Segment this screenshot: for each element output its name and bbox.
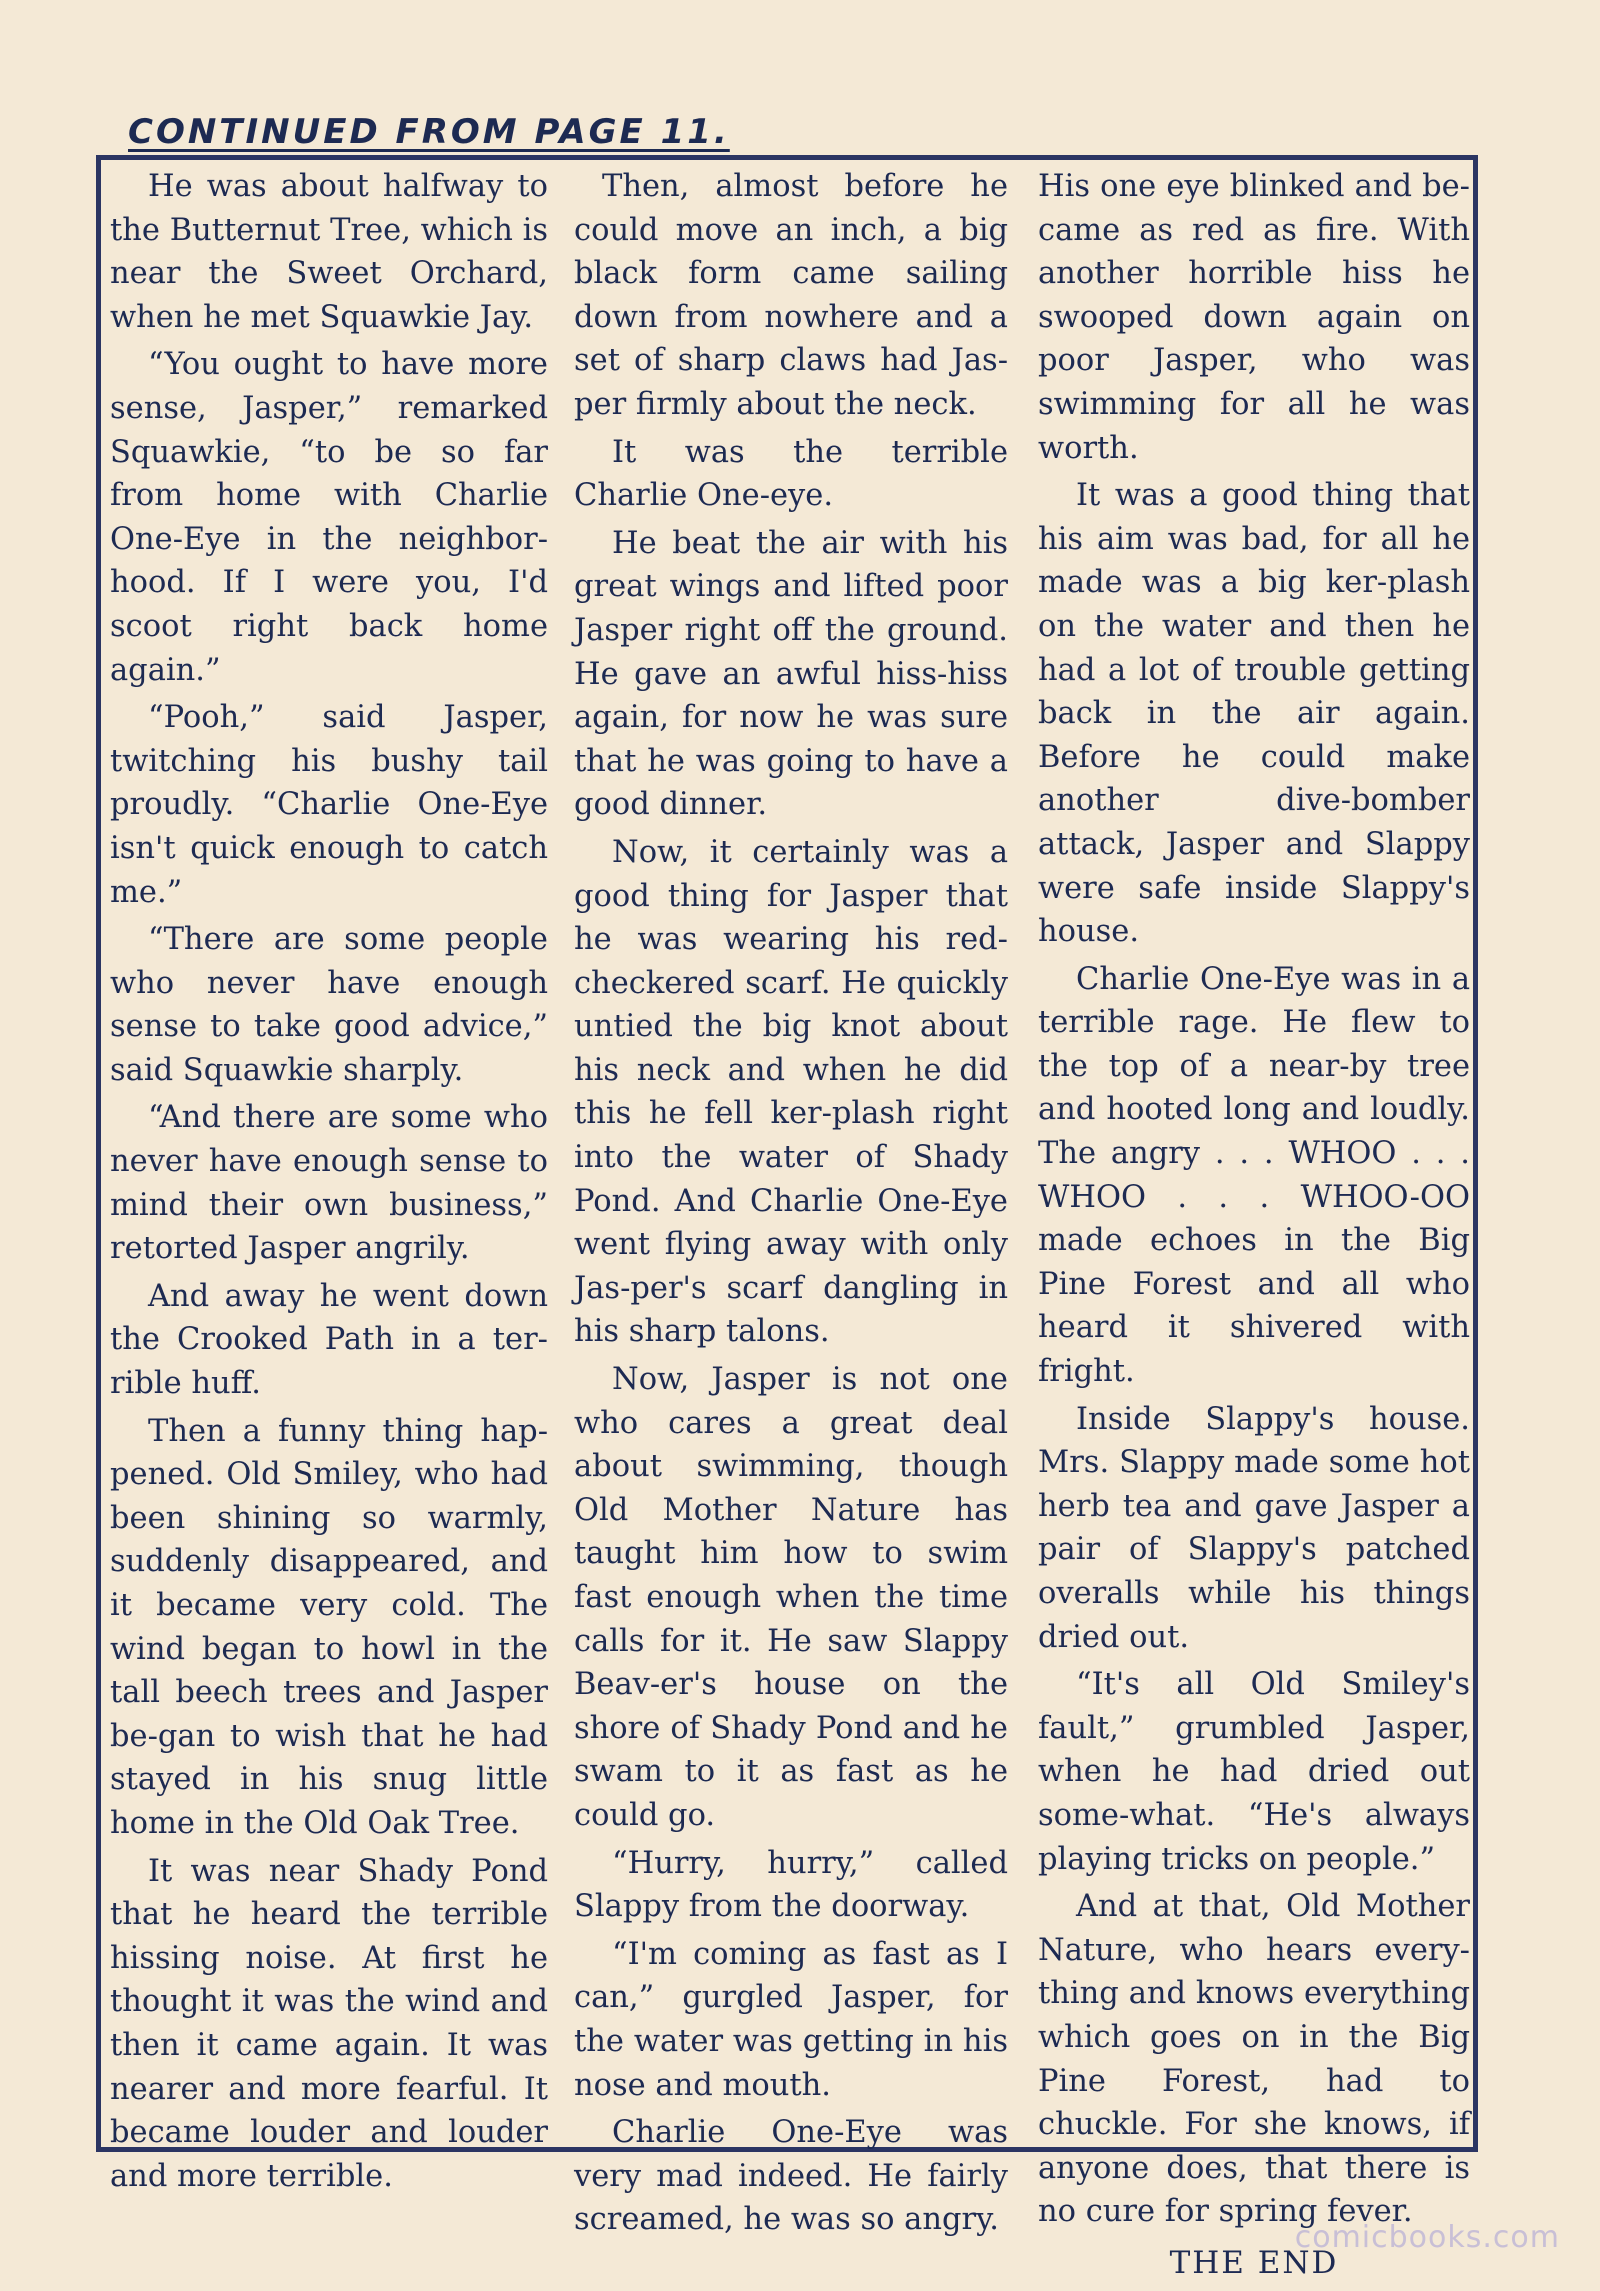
paragraph: It was a good thing that his aim was bad, for all he made was a big ker-plash on the water and then he had a lot of trouble getting back in the air again. Before he could make another dive-bomber attack, Jasper and Slappy were safe inside Slappy's house.	[1038, 478, 1470, 950]
paragraph: Then a funny thing hap-pened. Old Smiley, who had been shining so warmly, suddenly disappeared, and it became very cold. The wind began to howl in the tall beech trees and Jasper be-gan to wish that he had stayed in his snug little home in the Old Oak Tree.	[110, 1413, 548, 1841]
paragraph: “Hurry, hurry,” called Slappy from the doorway.	[574, 1845, 1008, 1925]
column-2	[574, 165, 1008, 2238]
the-end: THE END	[1169, 2244, 1339, 2281]
column-1	[110, 165, 548, 2194]
paragraph: “I'm coming as fast as I can,” gurgled Jasper, for the water was getting in his nose and mouth.	[574, 1936, 1008, 2103]
paragraph: “There are some people who never have enough sense to take good advice,” said Squawkie sharply.	[110, 922, 548, 1088]
paragraph: Now, Jasper is not one who cares a great deal about swimming, though Old Mother Nature has taught him how to swim fast enough when the time calls for it. He saw Slappy Beav-er's house on the shore of Shady Pond and he swam to it as fast as he could go.	[574, 1362, 1008, 1833]
paragraph: Now, it certainly was a good thing for Jasper that he was wearing his red-checkered scarf. He quickly untied the big knot about his neck and when he did this he fell ker-plash right into the water of Shady Pond. And Charlie One-Eye went flying away with only Jas-per's scarf dangling in his sharp talons.	[574, 834, 1008, 1350]
paragraph: And away he went down the Crooked Path in a ter-rible huff.	[110, 1278, 548, 1402]
paragraph: He beat the air with his great wings and lifted poor Jasper right off the ground. He gave an awful hiss-hiss again, for now he was sure that he was going to have a good dinner.	[574, 525, 1008, 823]
paragraph: Charlie One-Eye was in a terrible rage. He flew to the top of a near-by tree and hooted long and loudly. The angry . . . WHOO . . . WHOO . . . WHOO-OO made echoes in the Big Pine Forest and all who heard it shivered with fright.	[1038, 961, 1470, 1390]
paragraph: And at that, Old Mother Nature, who hears every-thing and knows everything which goes on in the Big Pine Forest, had to chuckle. For she knows, if anyone does, that there is no cure for spring fever.	[1038, 1889, 1470, 2230]
paragraph: It was near Shady Pond that he heard the terrible hissing noise. At first he thought it was the wind and then it came again. It was nearer and more fearful. It became louder and louder and more terrible.	[110, 1853, 548, 2194]
paragraph: “It's all Old Smiley's fault,” grumbled Jasper, when he had dried out some-what. “He's always playing tricks on people.”	[1038, 1667, 1470, 1877]
paragraph: His one eye blinked and be-came as red as fire. With another horrible hiss he swooped down again on poor Jasper, who was swimming for all he was worth.	[1038, 169, 1470, 466]
paragraph: Then, almost before he could move an inch, a big black form came sailing down from nowhere and a set of sharp claws had Jas-per firmly about the neck.	[574, 169, 1008, 422]
continued-header: CONTINUED FROM PAGE 11.	[128, 112, 730, 152]
paragraph: Charlie One-Eye was very mad indeed. He fairly screamed, he was so angry.	[574, 2115, 1008, 2238]
site-watermark: comicbooks.com	[1294, 2220, 1560, 2255]
paragraph: “You ought to have more sense, Jasper,” remarked Squawkie, “to be so far from home with Charlie One-Eye in the neighbor-hood. If I were you, I'd scoot right back home again.”	[110, 347, 548, 688]
paragraph: “And there are some who never have enough sense to mind their own business,” retorted Jasper angrily.	[110, 1100, 548, 1267]
paragraph: It was the terrible Charlie One-eye.	[574, 434, 1008, 514]
paragraph: “Pooh,” said Jasper, twitching his bushy tail proudly. “Charlie One-Eye isn't quick enough to catch me.”	[110, 700, 548, 910]
paragraph: Inside Slappy's house. Mrs. Slappy made some hot herb tea and gave Jasper a pair of Slappy's patched overalls while his things dried out.	[1038, 1401, 1470, 1655]
paragraph: He was about halfway to the Butternut Tree, which is near the Sweet Orchard, when he met Squawkie Jay.	[110, 169, 548, 335]
